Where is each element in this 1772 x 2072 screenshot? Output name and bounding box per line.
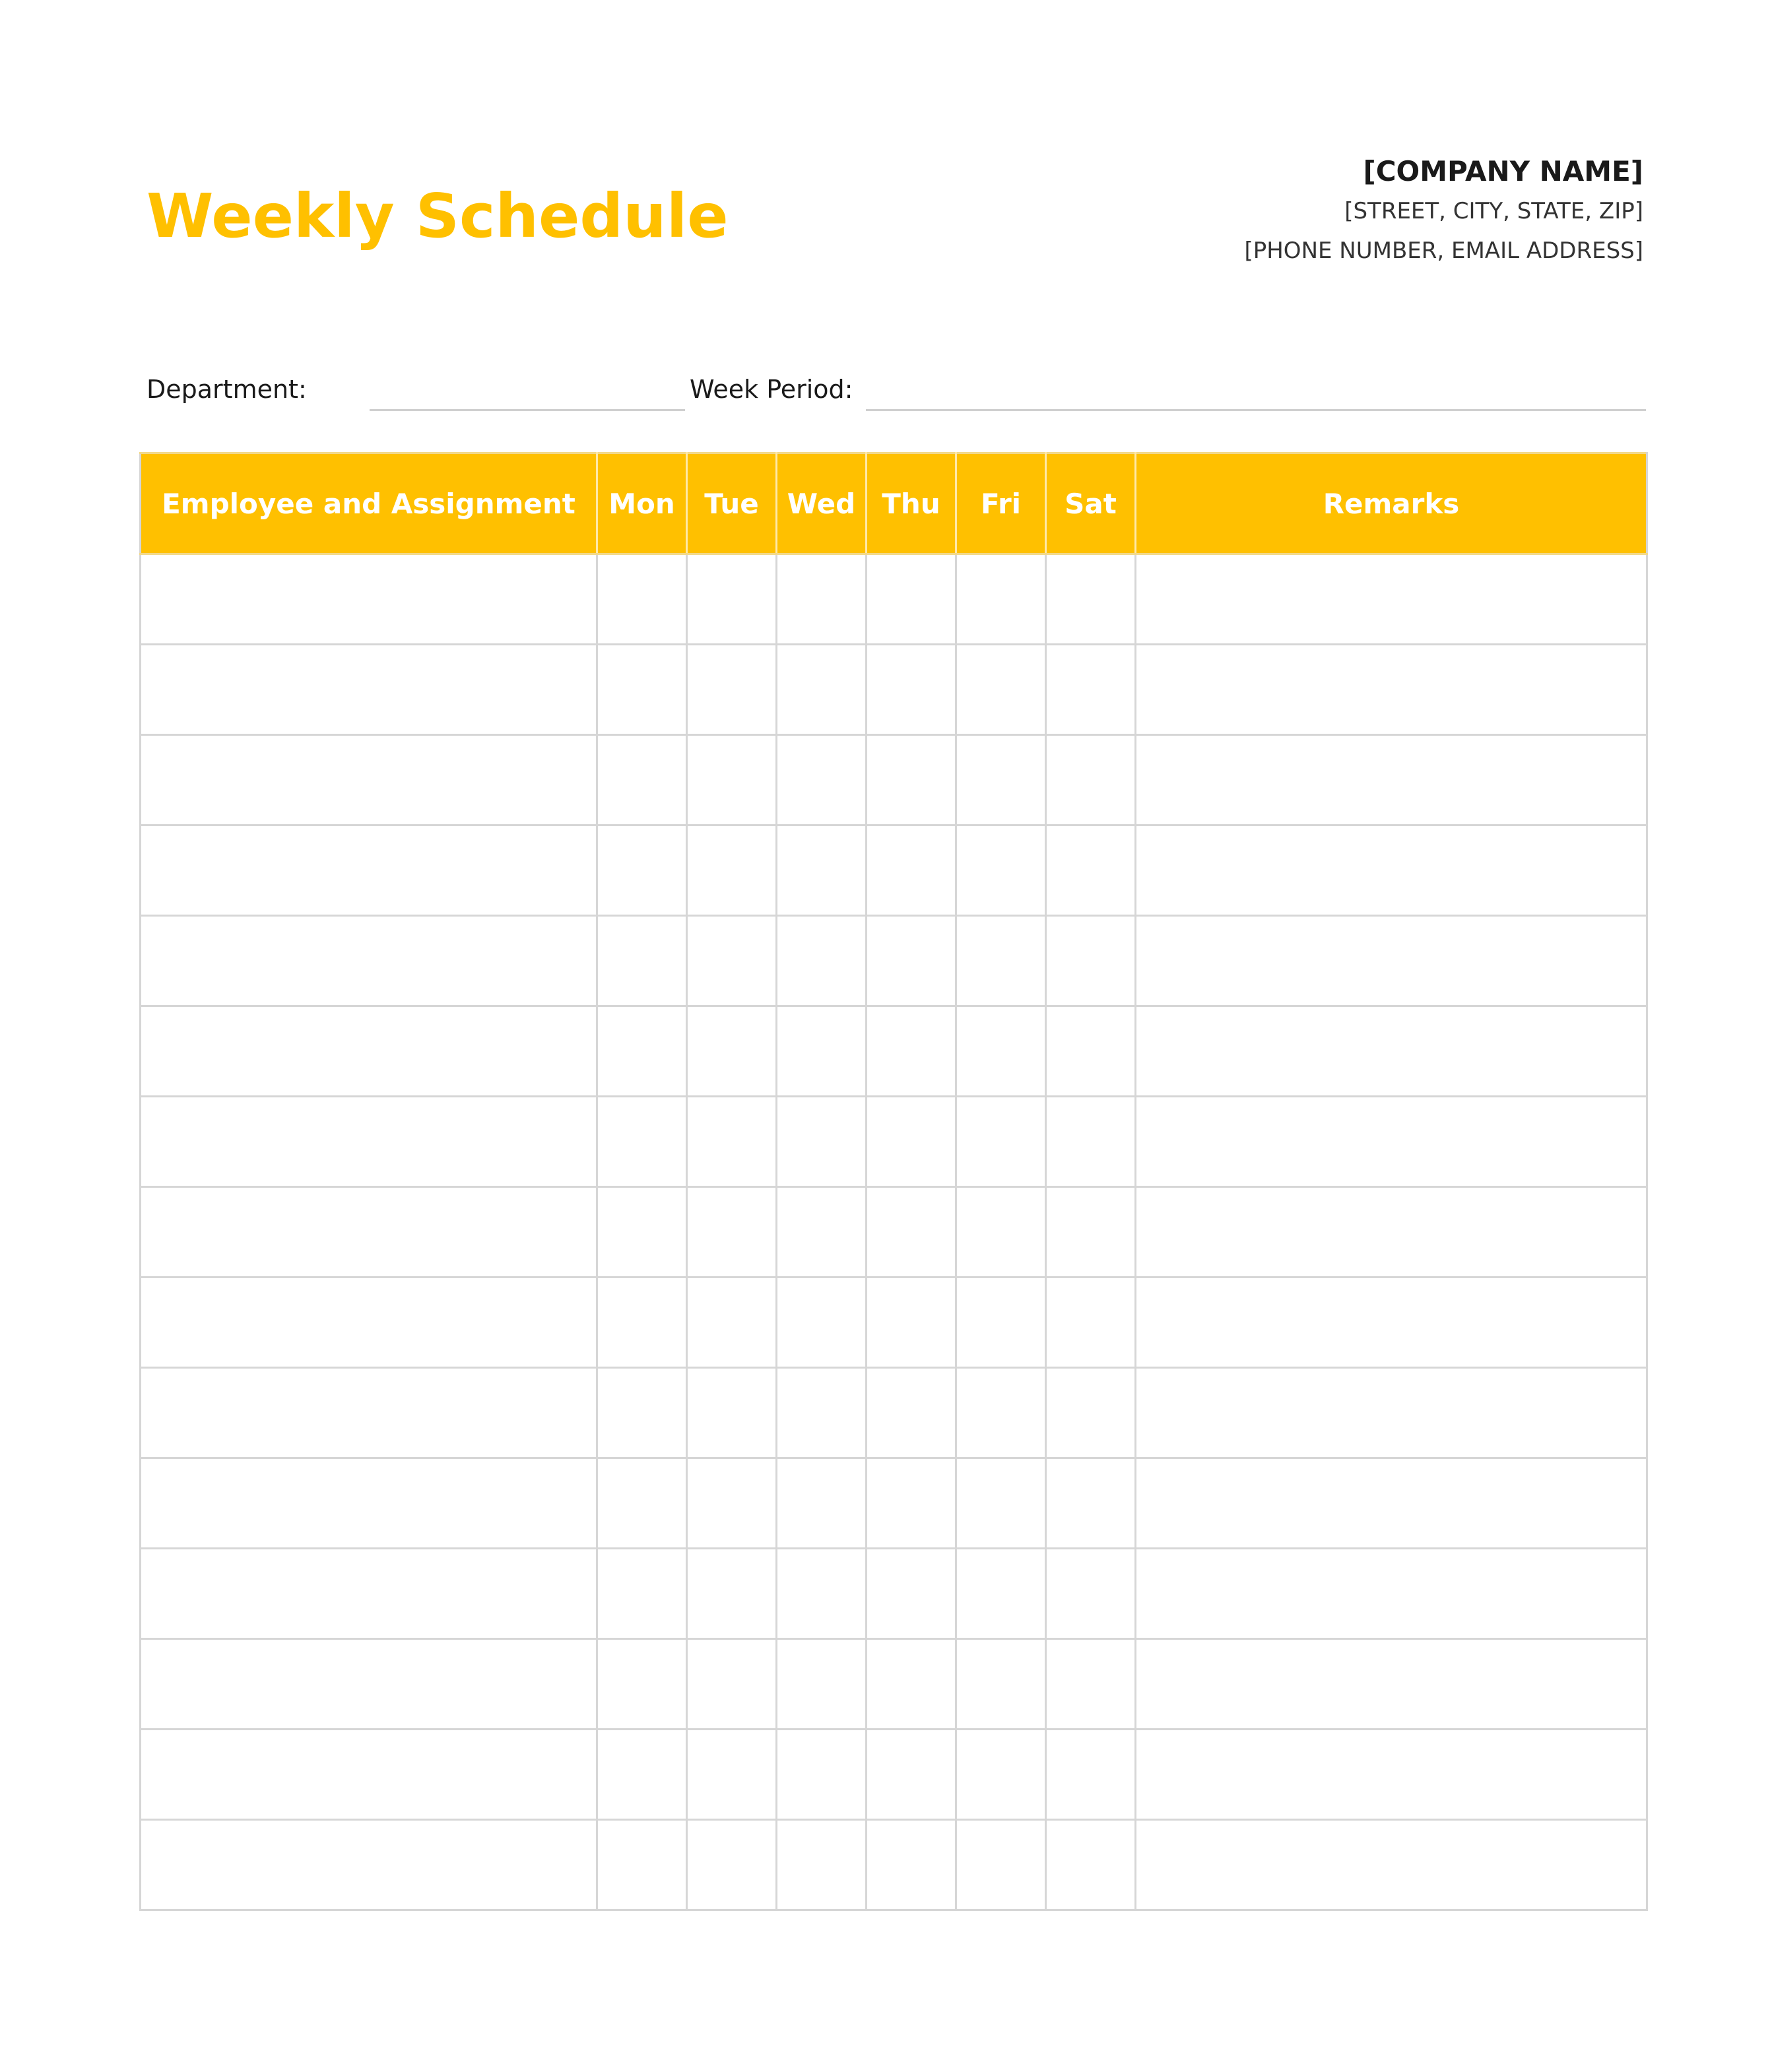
tue-cell[interactable]	[687, 1368, 777, 1458]
wed-cell[interactable]	[777, 1097, 867, 1187]
remarks-cell[interactable]	[1136, 916, 1647, 1006]
table-row	[141, 826, 1647, 916]
mon-cell[interactable]	[597, 1730, 687, 1820]
tue-cell[interactable]	[687, 554, 777, 645]
company-contact: [PHONE NUMBER, EMAIL ADDRESS]	[1244, 238, 1643, 264]
table-row	[141, 1368, 1647, 1458]
wed-cell[interactable]	[777, 1006, 867, 1097]
page-title: Weekly Schedule	[147, 181, 729, 251]
header-tue: Tue	[687, 453, 777, 554]
thu-cell[interactable]	[867, 826, 956, 916]
thu-cell[interactable]	[867, 1639, 956, 1730]
thu-cell[interactable]	[867, 1187, 956, 1278]
mon-cell[interactable]	[597, 826, 687, 916]
sat-cell[interactable]	[1046, 1458, 1136, 1549]
fri-cell[interactable]	[956, 1278, 1046, 1368]
mon-cell[interactable]	[597, 1187, 687, 1278]
remarks-cell[interactable]	[1136, 554, 1647, 645]
sat-cell[interactable]	[1046, 1820, 1136, 1910]
header-employee-assignment: Employee and Assignment	[141, 453, 597, 554]
mon-cell[interactable]	[597, 645, 687, 735]
fri-cell[interactable]	[956, 1639, 1046, 1730]
table-row	[141, 1549, 1647, 1639]
tue-cell[interactable]	[687, 1006, 777, 1097]
thu-cell[interactable]	[867, 916, 956, 1006]
thu-cell[interactable]	[867, 1549, 956, 1639]
employee-cell[interactable]	[141, 916, 597, 1006]
wed-cell[interactable]	[777, 1639, 867, 1730]
header-mon: Mon	[597, 453, 687, 554]
company-address: [STREET, CITY, STATE, ZIP]	[1344, 198, 1643, 224]
wed-cell[interactable]	[777, 1278, 867, 1368]
table-row	[141, 916, 1647, 1006]
sat-cell[interactable]	[1046, 1730, 1136, 1820]
thu-cell[interactable]	[867, 554, 956, 645]
thu-cell[interactable]	[867, 1730, 956, 1820]
wed-cell[interactable]	[777, 645, 867, 735]
employee-cell[interactable]	[141, 554, 597, 645]
thu-cell[interactable]	[867, 1097, 956, 1187]
mon-cell[interactable]	[597, 1368, 687, 1458]
sat-cell[interactable]	[1046, 1278, 1136, 1368]
remarks-cell[interactable]	[1136, 1730, 1647, 1820]
mon-cell[interactable]	[597, 554, 687, 645]
schedule-table	[139, 452, 1648, 1911]
thu-cell[interactable]	[867, 1006, 956, 1097]
fri-cell[interactable]	[956, 1006, 1046, 1097]
fri-cell[interactable]	[956, 1187, 1046, 1278]
tue-cell[interactable]	[687, 1187, 777, 1278]
employee-cell[interactable]	[141, 1639, 597, 1730]
header-wed: Wed	[777, 453, 867, 554]
sat-cell[interactable]	[1046, 735, 1136, 826]
fri-cell[interactable]	[956, 1820, 1046, 1910]
header-sat: Sat	[1046, 453, 1136, 554]
remarks-cell[interactable]	[1136, 735, 1647, 826]
employee-cell[interactable]	[141, 1549, 597, 1639]
mon-cell[interactable]	[597, 916, 687, 1006]
sat-cell[interactable]	[1046, 1097, 1136, 1187]
employee-cell[interactable]	[141, 1187, 597, 1278]
employee-cell[interactable]	[141, 735, 597, 826]
remarks-cell[interactable]	[1136, 1458, 1647, 1549]
header-remarks: Remarks	[1136, 453, 1647, 554]
sat-cell[interactable]	[1046, 554, 1136, 645]
remarks-cell[interactable]	[1136, 1278, 1647, 1368]
fri-cell[interactable]	[956, 735, 1046, 826]
schedule-body	[141, 554, 1647, 1910]
wed-cell[interactable]	[777, 1368, 867, 1458]
sat-cell[interactable]	[1046, 826, 1136, 916]
mon-cell[interactable]	[597, 1639, 687, 1730]
remarks-cell[interactable]	[1136, 645, 1647, 735]
tue-cell[interactable]	[687, 826, 777, 916]
company-name: [COMPANY NAME]	[1363, 155, 1643, 187]
department-field[interactable]	[370, 409, 685, 411]
fri-cell[interactable]	[956, 826, 1046, 916]
tue-cell[interactable]	[687, 916, 777, 1006]
thu-cell[interactable]	[867, 645, 956, 735]
fri-cell[interactable]	[956, 1368, 1046, 1458]
table-row	[141, 1278, 1647, 1368]
remarks-cell[interactable]	[1136, 1006, 1647, 1097]
remarks-cell[interactable]	[1136, 1187, 1647, 1278]
fri-cell[interactable]	[956, 1730, 1046, 1820]
employee-cell[interactable]	[141, 645, 597, 735]
employee-cell[interactable]	[141, 1278, 597, 1368]
remarks-cell[interactable]	[1136, 1549, 1647, 1639]
tue-cell[interactable]	[687, 1097, 777, 1187]
mon-cell[interactable]	[597, 1458, 687, 1549]
week-period-label: Week Period:	[690, 375, 853, 404]
employee-cell[interactable]	[141, 1820, 597, 1910]
wed-cell[interactable]	[777, 1730, 867, 1820]
table-row	[141, 735, 1647, 826]
thu-cell[interactable]	[867, 735, 956, 826]
wed-cell[interactable]	[777, 1820, 867, 1910]
tue-cell[interactable]	[687, 645, 777, 735]
fri-cell[interactable]	[956, 645, 1046, 735]
tue-cell[interactable]	[687, 1730, 777, 1820]
remarks-cell[interactable]	[1136, 1639, 1647, 1730]
week-period-field[interactable]	[866, 409, 1646, 411]
sat-cell[interactable]	[1046, 1368, 1136, 1458]
table-row	[141, 645, 1647, 735]
tue-cell[interactable]	[687, 1820, 777, 1910]
header-thu: Thu	[867, 453, 956, 554]
wed-cell[interactable]	[777, 1549, 867, 1639]
mon-cell[interactable]	[597, 1820, 687, 1910]
sat-cell[interactable]	[1046, 1006, 1136, 1097]
remarks-cell[interactable]	[1136, 826, 1647, 916]
employee-cell[interactable]	[141, 1097, 597, 1187]
table-row	[141, 1187, 1647, 1278]
fri-cell[interactable]	[956, 916, 1046, 1006]
tue-cell[interactable]	[687, 1549, 777, 1639]
table-row	[141, 1458, 1647, 1549]
table-row	[141, 1097, 1647, 1187]
thu-cell[interactable]	[867, 1278, 956, 1368]
employee-cell[interactable]	[141, 1006, 597, 1097]
table-row	[141, 1820, 1647, 1910]
fri-cell[interactable]	[956, 1097, 1046, 1187]
sat-cell[interactable]	[1046, 1187, 1136, 1278]
mon-cell[interactable]	[597, 1549, 687, 1639]
fri-cell[interactable]	[956, 554, 1046, 645]
employee-cell[interactable]	[141, 826, 597, 916]
thu-cell[interactable]	[867, 1458, 956, 1549]
wed-cell[interactable]	[777, 826, 867, 916]
remarks-cell[interactable]	[1136, 1097, 1647, 1187]
table-row	[141, 1639, 1647, 1730]
sat-cell[interactable]	[1046, 1549, 1136, 1639]
wed-cell[interactable]	[777, 554, 867, 645]
fri-cell[interactable]	[956, 1458, 1046, 1549]
wed-cell[interactable]	[777, 1187, 867, 1278]
tue-cell[interactable]	[687, 1458, 777, 1549]
tue-cell[interactable]	[687, 1278, 777, 1368]
remarks-cell[interactable]	[1136, 1368, 1647, 1458]
sat-cell[interactable]	[1046, 1639, 1136, 1730]
mon-cell[interactable]	[597, 1006, 687, 1097]
remarks-cell[interactable]	[1136, 1820, 1647, 1910]
employee-cell[interactable]	[141, 1458, 597, 1549]
wed-cell[interactable]	[777, 1458, 867, 1549]
thu-cell[interactable]	[867, 1368, 956, 1458]
employee-cell[interactable]	[141, 1368, 597, 1458]
tue-cell[interactable]	[687, 1639, 777, 1730]
thu-cell[interactable]	[867, 1820, 956, 1910]
header-fri: Fri	[956, 453, 1046, 554]
wed-cell[interactable]	[777, 916, 867, 1006]
sat-cell[interactable]	[1046, 916, 1136, 1006]
fri-cell[interactable]	[956, 1549, 1046, 1639]
sat-cell[interactable]	[1046, 645, 1136, 735]
wed-cell[interactable]	[777, 735, 867, 826]
company-info	[983, 152, 1643, 271]
mon-cell[interactable]	[597, 735, 687, 826]
table-row	[141, 1006, 1647, 1097]
employee-cell[interactable]	[141, 1730, 597, 1820]
mon-cell[interactable]	[597, 1278, 687, 1368]
tue-cell[interactable]	[687, 735, 777, 826]
header-row	[141, 453, 1647, 554]
table-row	[141, 554, 1647, 645]
department-label: Department:	[147, 375, 307, 404]
mon-cell[interactable]	[597, 1097, 687, 1187]
table-row	[141, 1730, 1647, 1820]
